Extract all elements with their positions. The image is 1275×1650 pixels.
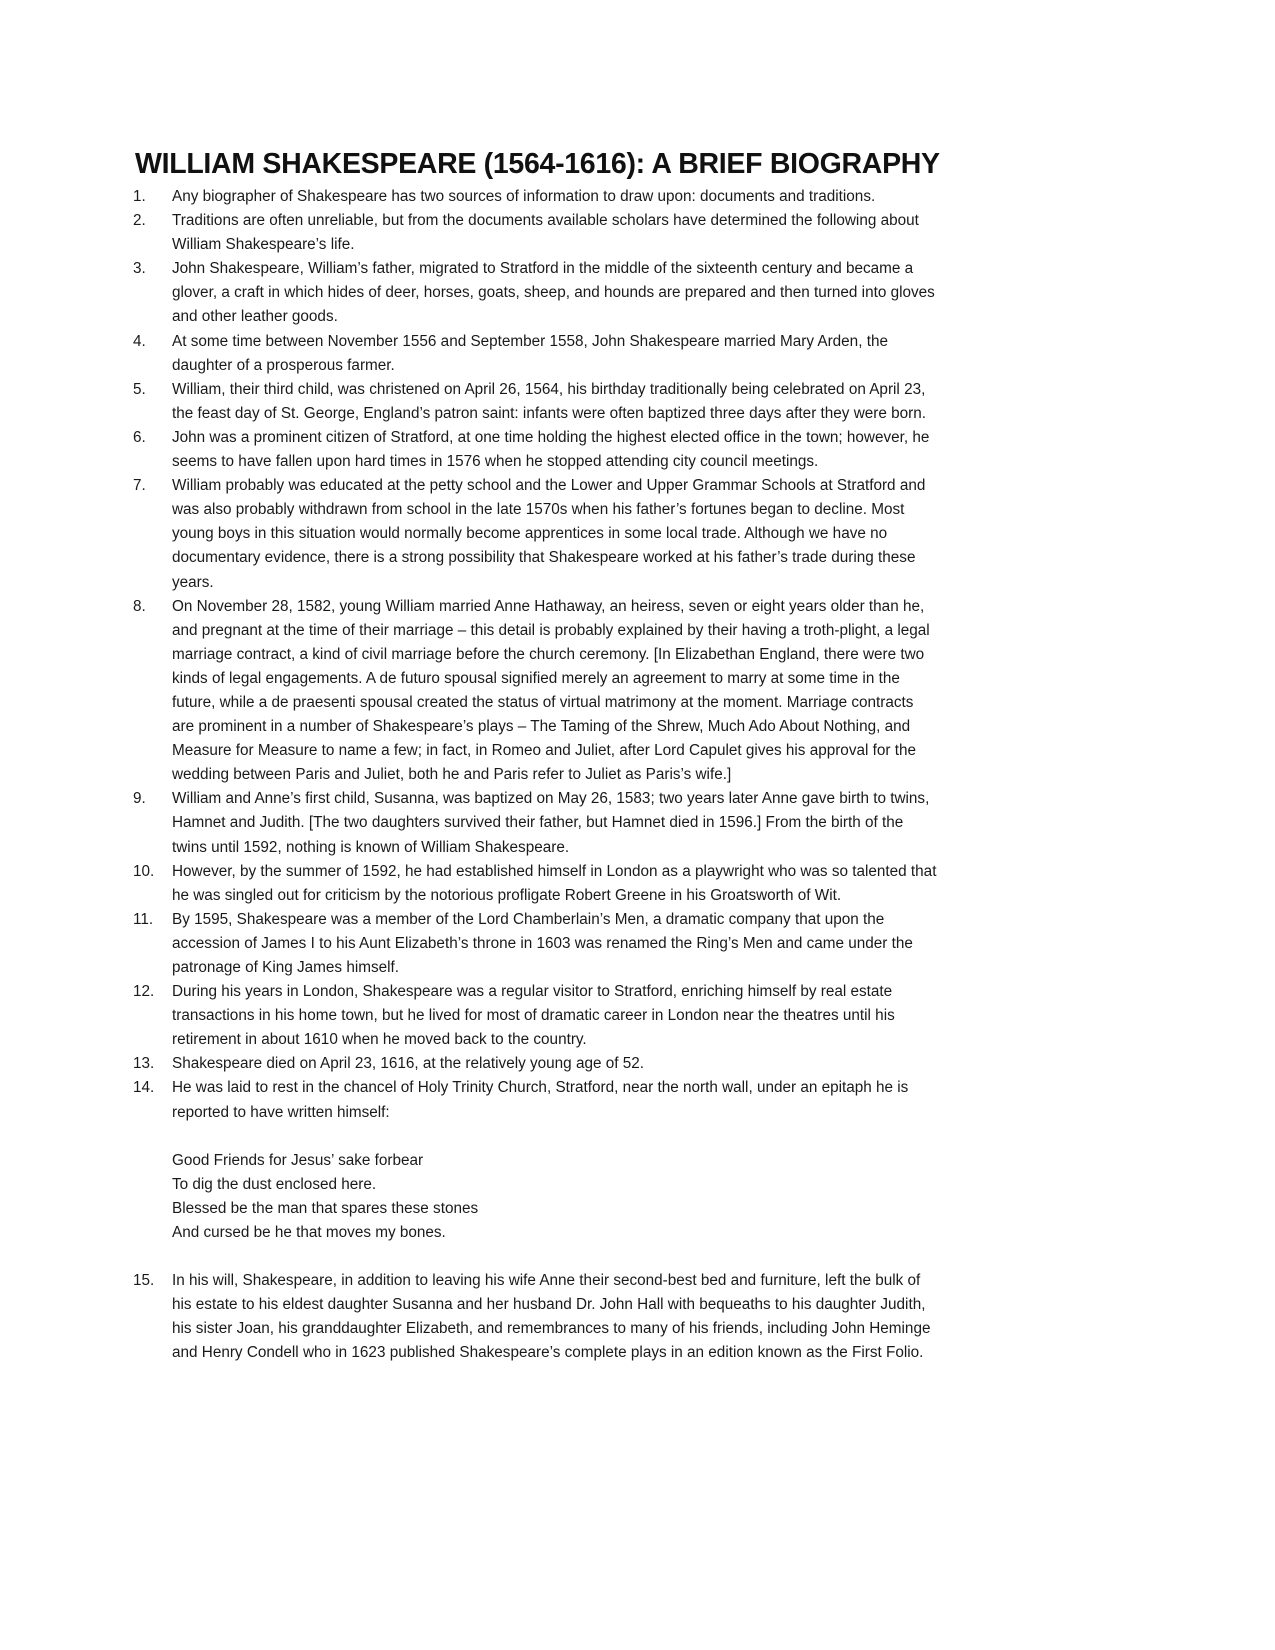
item-text-line: accession of James I to his Aunt Elizabeth’s throne in 1603 was renamed the Ring’s Men and came under the	[172, 934, 913, 952]
list-item	[133, 474, 1093, 594]
item-text-line: and Henry Condell who in 1623 published Shakespeare’s complete plays in an edition known as the First Folio.	[172, 1344, 924, 1362]
item-text-line: However, by the summer of 1592, he had established himself in London as a playwright who was so talented that	[172, 862, 937, 880]
item-text-line: his sister Joan, his granddaughter Elizabeth, and remembrances to many of his friends, including John Heminge	[172, 1320, 931, 1338]
item-number: 9.	[133, 790, 146, 808]
item-text-line: John Shakespeare, William’s father, migrated to Stratford in the middle of the sixteenth century and became a	[172, 260, 914, 278]
item-text-line: On November 28, 1582, young William married Anne Hathaway, an heiress, seven or eight years older than he,	[172, 597, 925, 615]
item-text-line: William Shakespeare’s life.	[172, 236, 355, 254]
list-item	[133, 1052, 1093, 1076]
item-text-line: twins until 1592, nothing is known of William Shakespeare.	[172, 838, 570, 856]
biography-list	[133, 185, 1093, 1365]
list-item	[133, 209, 1093, 257]
item-text-line: Hamnet and Judith. [The two daughters survived their father, but Hamnet died in 1596.] From the birth of the	[172, 814, 904, 832]
item-number: 1.	[133, 188, 146, 205]
item-text-line: Shakespeare died on April 23, 1616, at the relatively young age of 52.	[172, 1055, 644, 1073]
item-text-line: future, while a de praesenti spousal created the status of virtual matrimony at the moment. Marriage contracts	[172, 693, 914, 711]
epitaph-poem	[172, 1149, 1093, 1245]
item-number: 13.	[133, 1055, 155, 1073]
list-item	[133, 908, 1093, 980]
item-number: 10.	[133, 862, 155, 880]
item-number: 7.	[133, 477, 146, 495]
poem-line: Good Friends for Jesus’ sake forbear	[172, 1151, 424, 1169]
list-item	[133, 595, 1093, 788]
item-number: 12.	[133, 983, 155, 1001]
list-item	[133, 787, 1093, 859]
item-text-line: reported to have written himself:	[172, 1103, 390, 1121]
item-number: 14.	[133, 1079, 155, 1097]
item-text-line: transactions in his home town, but he lived for most of dramatic career in London near the theatres until his	[172, 1007, 895, 1025]
item-text-line: At some time between November 1556 and September 1558, John Shakespeare married Mary Arden, the	[172, 332, 888, 350]
item-text-line: years.	[172, 573, 214, 591]
item-text-line: daughter of a prosperous farmer.	[172, 356, 395, 374]
item-number: 6.	[133, 428, 146, 446]
item-text-line: seems to have fallen upon hard times in 1576 when he stopped attending city council meetings.	[172, 453, 819, 471]
item-number: 11.	[133, 910, 154, 928]
item-number: 15.	[133, 1272, 155, 1290]
list-item	[133, 426, 1093, 474]
list-item	[133, 185, 1093, 209]
document-title: WILLIAM SHAKESPEARE (1564-1616): A BRIEF BIOGRAPHY	[135, 148, 940, 180]
item-text-line: he was singled out for criticism by the notorious profligate Robert Greene in his Groatsworth of Wit.	[172, 886, 842, 904]
item-text-line: By 1595, Shakespeare was a member of the Lord Chamberlain’s Men, a dramatic company that upon the	[172, 910, 885, 928]
poem-line: To dig the dust enclosed here.	[172, 1175, 377, 1193]
item-text-line: are prominent in a number of Shakespeare’s plays – The Taming of the Shrew, Much Ado About Nothing, and	[172, 718, 911, 736]
list-item	[133, 980, 1093, 1052]
item-text-line: was also probably withdrawn from school in the late 1570s when his father’s fortunes began to decline. Most	[172, 501, 905, 519]
item-text-line: patronage of King James himself.	[172, 959, 400, 976]
item-text-line: William, their third child, was christened on April 26, 1564, his birthday traditionally being celebrated on April 23,	[172, 380, 926, 398]
item-text-line: wedding between Paris and Juliet, both he and Paris refer to Juliet as Paris’s wife.]	[172, 766, 732, 784]
item-text-line: He was laid to rest in the chancel of Holy Trinity Church, Stratford, near the north wall, under an epitaph he is	[172, 1079, 909, 1097]
list-item	[133, 860, 1093, 908]
item-text-line: glover, a craft in which hides of deer, horses, goats, sheep, and hounds are prepared and then turned into gloves	[172, 284, 935, 302]
list-item	[133, 1076, 1093, 1245]
item-number: 3.	[133, 260, 146, 278]
item-text-line: kinds of legal engagements. A de futuro spousal signified merely an agreement to marry at some time in the	[172, 669, 900, 687]
item-text-line: John was a prominent citizen of Stratford, at one time holding the highest elected office in the town; however, he	[172, 428, 930, 446]
list-item	[133, 257, 1093, 329]
item-text-line: William and Anne’s first child, Susanna, was baptized on May 26, 1583; two years later Anne gave birth to twins,	[172, 790, 930, 808]
item-text-line: In his will, Shakespeare, in addition to leaving his wife Anne their second-best bed and furniture, left the bulk of	[172, 1272, 921, 1290]
item-text-line: young boys in this situation would normally become apprentices in some local trade. Although we have no	[172, 525, 888, 543]
item-text-line: During his years in London, Shakespeare was a regular visitor to Stratford, enriching himself by real estate	[172, 983, 893, 1001]
item-text-line: retirement in about 1610 when he moved back to the country.	[172, 1031, 587, 1049]
item-text-line: marriage contract, a kind of civil marriage before the church ceremony. [In Elizabethan England, there were two	[172, 645, 925, 663]
poem-line: And cursed be he that moves my bones.	[172, 1223, 446, 1241]
list-item	[133, 1269, 1093, 1365]
list-item	[133, 378, 1093, 426]
item-text-line: Any biographer of Shakespeare has two sources of information to draw upon: documents and traditions.	[172, 188, 876, 205]
item-number: 8.	[133, 597, 146, 615]
item-text-line: Measure for Measure to name a few; in fact, in Romeo and Juliet, after Lord Capulet gives his approval for the	[172, 742, 916, 760]
item-text-line: and pregnant at the time of their marriage – this detail is probably explained by their having a troth-plight, a legal	[172, 621, 930, 639]
item-text-line: his estate to his eldest daughter Susanna and her husband Dr. John Hall with bequeaths to his daughter Judith,	[172, 1296, 926, 1314]
item-text-line: the feast day of St. George, England’s patron saint: infants were often baptized three days after they were born.	[172, 404, 926, 422]
poem-line: Blessed be the man that spares these stones	[172, 1199, 479, 1217]
item-text-line: William probably was educated at the petty school and the Lower and Upper Grammar Schools at Stratford and	[172, 477, 926, 495]
item-text-line: and other leather goods.	[172, 308, 338, 326]
item-number: 5.	[133, 380, 146, 398]
item-text-line: Traditions are often unreliable, but from the documents available scholars have determined the following about	[172, 212, 919, 230]
list-item	[133, 330, 1093, 378]
item-text-line: documentary evidence, there is a strong possibility that Shakespeare worked at his father’s trade during these	[172, 549, 916, 567]
item-number: 4.	[133, 332, 146, 350]
item-number: 2.	[133, 212, 146, 230]
